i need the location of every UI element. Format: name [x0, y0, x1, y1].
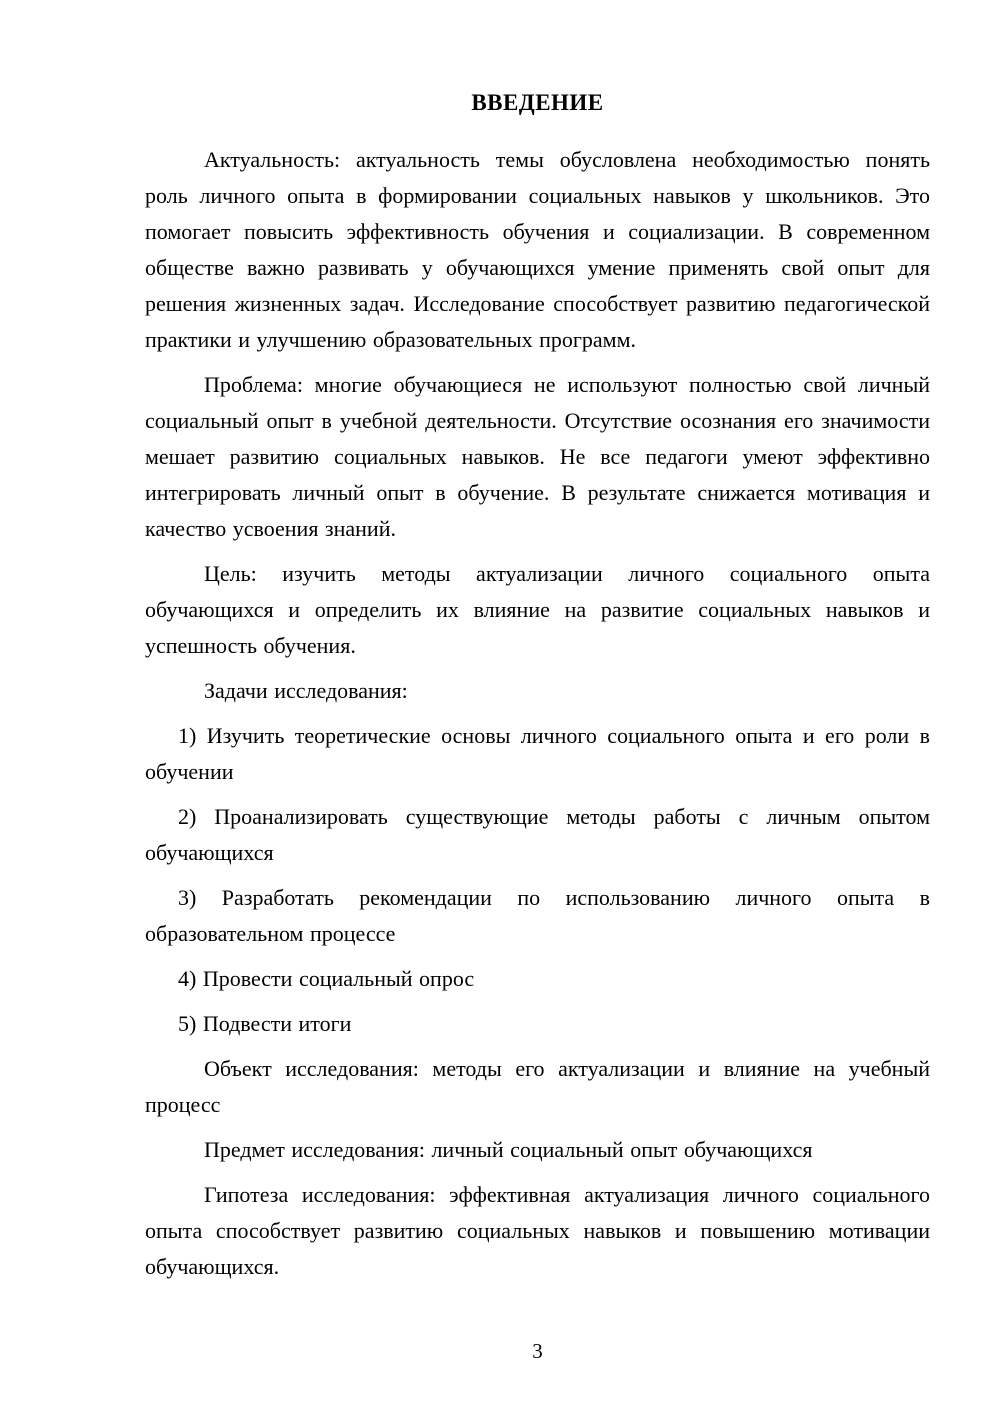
document-content: [145, 142, 930, 1285]
paragraph: Гипотеза исследования: эффективная актуализация личного социального опыта способствует развитию социальных навыков и повышению мотивации обучающихся.: [145, 1182, 930, 1279]
paragraph: Проблема: многие обучающиеся не используют полностью свой личный социальный опыт в учебной деятельности. Отсутствие осознания его значимости мешает развитию социальных навыков. Не все педагоги умеют эффективно интегрировать личный опыт в обучение. В результате снижается мотивация и качество усвоения знаний.: [145, 372, 930, 541]
list-item: 2) Проанализировать существующие методы работы с личным опытом обучающихся: [145, 804, 930, 865]
list-item: 1) Изучить теоретические основы личного социального опыта и его роли в обучении: [145, 723, 930, 784]
list-item: 5) Подвести итоги: [178, 1011, 352, 1036]
paragraph: Объект исследования: методы его актуализации и влияние на учебный процесс: [145, 1056, 930, 1117]
paragraph: Задачи исследования:: [204, 678, 408, 703]
paragraph: Цель: изучить методы актуализации личного социального опыта обучающихся и определить их влияние на развитие социальных навыков и успешность обучения.: [145, 561, 930, 658]
page-title: ВВЕДЕНИЕ: [471, 90, 604, 115]
paragraph: Предмет исследования: личный социальный опыт обучающихся: [204, 1137, 813, 1162]
list-item: 3) Разработать рекомендации по использованию личного опыта в образовательном процессе: [145, 885, 930, 946]
paragraph: Актуальность: актуальность темы обусловлена необходимостью понять роль личного опыта в формировании социальных навыков у школьников. Это помогает повысить эффективность обучения и социализации. В современном обществе важно развивать у обучающихся умение применять свой опыт для решения жизненных задач. Исследование способствует развитию педагогической практики и улучшению образовательных программ.: [145, 147, 930, 352]
page-number: 3: [532, 1339, 543, 1363]
list-item: 4) Провести социальный опрос: [178, 966, 475, 991]
